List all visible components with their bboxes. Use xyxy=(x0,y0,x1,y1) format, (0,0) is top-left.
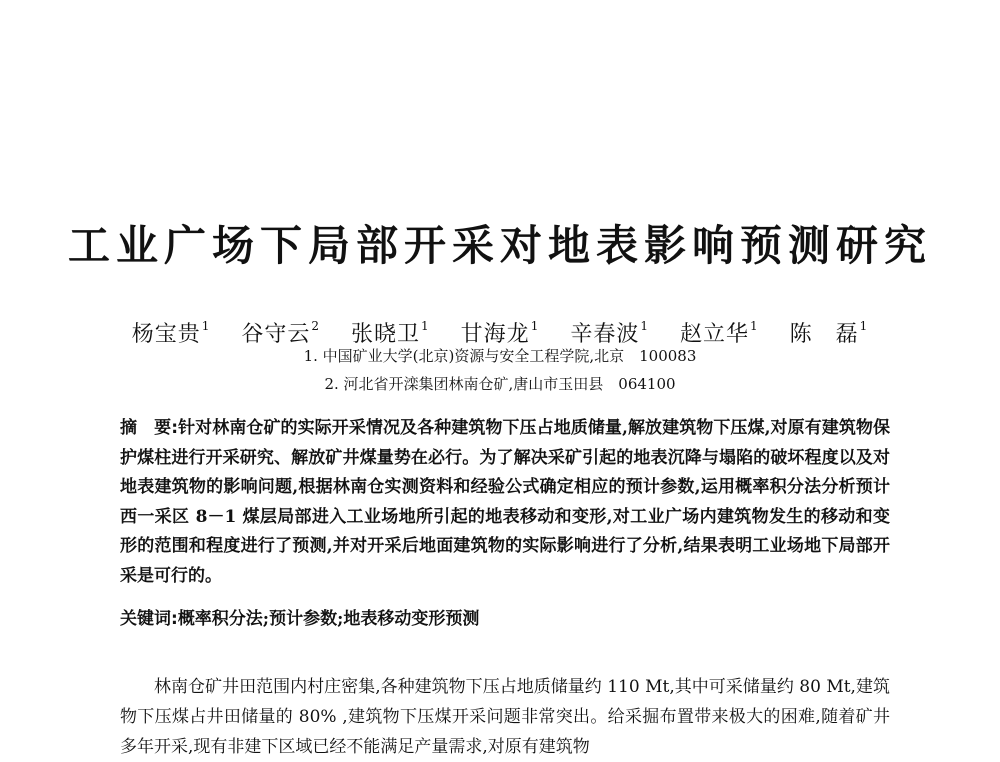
abstract-label: 摘 要: xyxy=(120,418,179,438)
author-affil-mark: 1 xyxy=(530,319,540,333)
author-3 xyxy=(351,312,430,349)
keywords xyxy=(120,606,890,632)
author-2 xyxy=(241,312,320,349)
author-7 xyxy=(790,312,869,349)
author-1 xyxy=(132,312,211,349)
abstract-text: 针对林南仓矿的实际开采情况及各种建筑物下压占地质储量,解放建筑物下压煤,对原有建筑物保护煤柱进行开采研究、解放矿井煤量势在必行。为了解决采矿引起的地表沉降与塌陷的破坏程度以及对地表建筑物的影响问题,根据林南仓实测资料和经验公式确定相应的预计参数,运用概率积分法分析预计西一采区 8－1 煤层局部进入工业场地所引起的地表移动和变形,对工业广场内建筑物发生的移动和变形的范围和程度进行了预测,并对开采后地面建筑物的实际影响进行了分析,结果表明工业场地下局部开采是可行的。 xyxy=(120,418,890,586)
intro-paragraph: 林南仓矿井田范围内村庄密集,各种建筑物下压占地质储量约 110 Mt,其中可采储量约 80 Mt,建筑物下压煤占井田储量的 80% ,建筑物下压煤开采问题非常突出。给采掘布置带来极大的困难,随着矿井多年开采,现有非建下区域已经不能满足产量需求,对原有建筑物 xyxy=(120,677,890,757)
author-name: 赵立华 xyxy=(679,322,749,347)
author-name: 甘海龙 xyxy=(460,322,530,347)
author-affil-mark: 1 xyxy=(750,319,759,333)
author-name: 张晓卫 xyxy=(351,322,421,347)
paper-title: 工业广场下局部开采对地表影响预测研究 xyxy=(67,221,932,270)
author-affil-mark: 1 xyxy=(201,319,211,333)
author-name: 杨宝贵 xyxy=(131,322,201,347)
author-4 xyxy=(461,312,540,349)
keywords-label: 关键词: xyxy=(120,609,178,629)
author-6 xyxy=(680,312,759,349)
author-affil-mark: 1 xyxy=(859,319,869,333)
keywords-text: 概率积分法;预计参数;地表移动变形预测 xyxy=(177,609,480,629)
author-name: 陈 磊 xyxy=(789,322,859,347)
affiliation-1: 1. 中国矿业大学(北京)资源与安全工程学院,北京 100083 xyxy=(303,347,697,365)
author-affil-mark: 1 xyxy=(421,319,430,333)
author-affil-mark: 2 xyxy=(311,319,321,333)
author-name: 辛春波 xyxy=(570,322,640,347)
author-5 xyxy=(570,312,649,349)
abstract xyxy=(120,414,890,592)
affiliation-2: 2. 河北省开滦集团林南仓矿,唐山市玉田县 064100 xyxy=(324,375,676,393)
author-name: 谷守云 xyxy=(241,322,311,347)
author-list xyxy=(0,312,1000,349)
author-affil-mark: 1 xyxy=(640,319,649,333)
